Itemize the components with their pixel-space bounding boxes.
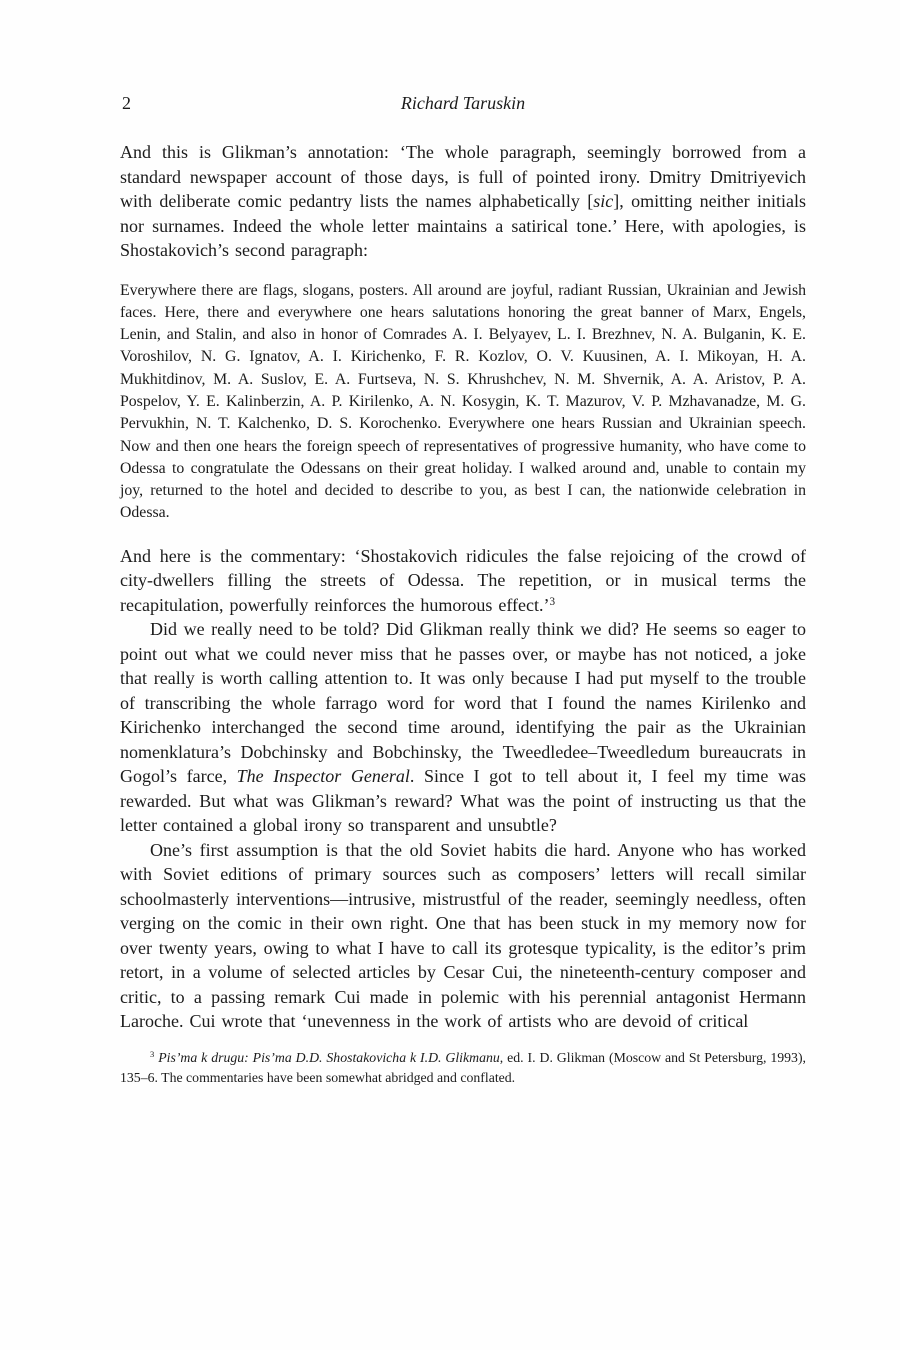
running-head-title: Richard Taruskin <box>400 93 526 113</box>
paragraph-glikman-annotation: And this is Glikman’s annotation: ‘The whole paragraph, seemingly borrowed from a standard newspaper account of those days, is full of pointed irony. Dmitry Dmitriyevich with deliberate comic pedantry lists the names alphabetically [sic], omitting neither initials nor surnames. Indeed the whole letter maintains a satirical tone.’ Here, with apologies, is Shostakovich’s second paragraph: <box>120 142 806 260</box>
paragraph-commentary: And here is the commentary: ‘Shostakovich ridicules the false rejoicing of the crowd of city-dwellers filling the streets of Odessa. The repetition, or in musical terms the recapitulation, powerfully reinforces the humorous effect.’$^3$ <box>120 545 806 615</box>
block-quote-shostakovich-letter: Everywhere there are flags, slogans, posters. All around are joyful, radiant Russian, Ukrainian and Jewish faces. Here, there and everywhere one hears salutations honoring the great banner of Marx, Engels, Lenin, and Stalin, and also in honor of Comrades A. I. Belyayev, L. I. Brezhnev, N. A. Bulganin, K. E. Voroshilov, N. G. Ignatov, A. I. Kirichenko, F. R. Kozlov, O. V. Kuusinen, A. I. Mikoyan, H. A. Mukhitdinov, M. A. Suslov, E. A. Furtseva, N. S. Khrushchev, N. M. Shvernik, A. A. Aristov, P. A. Pospelov, Y. E. Kalinberzin, A. P. Kirilenko, A. N. Kosygin, K. T. Mazurov, V. P. Mzhavanadze, M. G. Pervukhin, N. T. Kalchenko, D. S. Korochenko. Everywhere one hears Russian and Ukrainian speech. Now and then one hears the foreign speech of representatives of progressive humanity, who have come to Odessa to congratulate the Odessans on their great holiday. I walked around and, unable to contain my joy, returned to the hotel and decided to describe to you, as best I can, the nationwide celebration in Odessa. <box>120 281 806 522</box>
footnote-3: $^3$ Pis’ma k drugu: Pis’ma D.D. Shostakovicha k I.D. Glikmanu, ed. I. D. Glikman (Moscow and St Petersburg, 1993), 135–6. The commentaries have been somewhat abridged and conflated. <box>120 1049 806 1086</box>
paragraph-first-assumption: One’s first assumption is that the old Soviet habits die hard. Anyone who has worked with Soviet editions of primary sources such as composers’ letters will recall similar schoolmasterly interventions—intrusive, mistrustful of the reader, seemingly needless, often verging on the comic in their own right. One that has been stuck in my memory now for over twenty years, owing to what I have to call its grotesque typicality, is the editor’s prim retort, in a volume of selected articles by Cesar Cui, the nineteenth-century composer and critic, to a passing remark Cui made in polemic with his perennial antagonist Hermann Laroche. Cui wrote that ‘unevenness in the work of artists who are devoid of critical <box>120 839 806 1032</box>
running-header <box>120 92 806 114</box>
paragraph-did-we-need-to-be-told: Did we really need to be told? Did Glikman really think we did? He seems so eager to point out what we could never miss that he passes over, or maybe has not noticed, a joke that really is worth calling attention to. It was only because I had put myself to the trouble of transcribing the whole farrago word for word that I found the names Kirilenko and Kirichenko interchanged the second time around, identifying the pair as the Ukrainian nomenklatura’s Dobchinsky and Bobchinsky, the Tweedledee–Tweedledum bureaucrats in Gogol’s farce, The Inspector General. Since I got to tell about it, I feel my time was rewarded. But what was Glikman’s reward? What was the point of instructing us that the letter contained a global irony so transparent and unsubtle? <box>120 619 806 836</box>
page-content <box>120 92 806 1089</box>
page-number: 2 <box>122 93 131 113</box>
